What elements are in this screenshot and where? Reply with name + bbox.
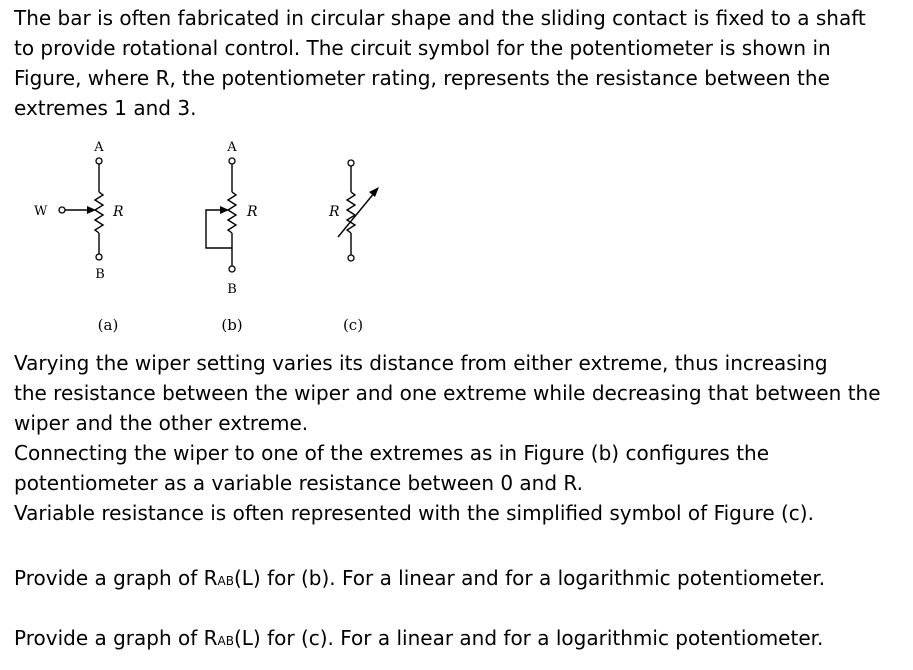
text-line: Varying the wiper setting varies its distance from either extreme, thus increasing [14, 351, 828, 375]
question-c [14, 623, 823, 656]
text-line: extremes 1 and 3. [14, 96, 197, 120]
caption-c: (c) [342, 316, 364, 334]
text-line: Connecting the wiper to one of the extremes as in Figure (b) configures the [14, 441, 770, 465]
question-text: (L) for (c). For a linear and for a logarithmic potentiometer. [233, 626, 824, 650]
subscript: AB [217, 574, 234, 588]
text-line: to provide rotational control. The circuit symbol for the potentiometer is shown in [14, 36, 831, 60]
symbol-a [34, 140, 124, 334]
caption-a: (a) [97, 316, 119, 334]
question-text: Provide a graph of R [14, 626, 218, 650]
terminal-a-label: A [94, 140, 104, 155]
terminal-b-label: B [227, 282, 237, 297]
terminal-b-label: B [95, 267, 105, 282]
terminal-a-label: A [227, 140, 237, 155]
text-line: the resistance between the wiper and one extreme while decreasing that between the [14, 381, 881, 405]
resistor-label-a: R [113, 204, 124, 220]
question-b [14, 563, 825, 596]
text-line: wiper and the other extreme. [14, 411, 309, 435]
symbol-b [206, 140, 258, 334]
text-line: Figure, where R, the potentiometer rating, represents the resistance between the [14, 66, 830, 90]
question-text: Provide a graph of R [14, 566, 218, 590]
symbol-c [328, 160, 379, 334]
resistor-label-b: R [247, 204, 258, 220]
explanation-paragraph [14, 348, 881, 528]
text-line: The bar is often fabricated in circular shape and the sliding contact is fixed to a shaft [14, 6, 866, 30]
text-line: Variable resistance is often represented with the simplified symbol of Figure (c). [14, 501, 814, 525]
question-text: (L) for (b). For a linear and for a logarithmic potentiometer. [233, 566, 826, 590]
resistor-label-c: R [329, 204, 340, 220]
caption-b: (b) [221, 316, 243, 334]
intro-paragraph [14, 3, 866, 123]
potentiometer-symbols-figure [0, 130, 420, 345]
subscript: AB [217, 634, 234, 648]
terminal-w-label: W [34, 204, 48, 219]
text-line: potentiometer as a variable resistance between 0 and R. [14, 471, 583, 495]
